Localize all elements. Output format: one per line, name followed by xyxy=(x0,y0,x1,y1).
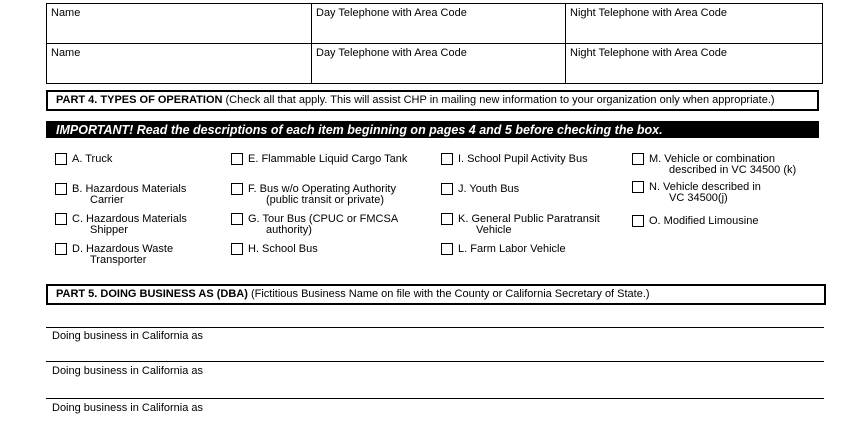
dba-rule xyxy=(46,327,824,328)
option-label-cont: Shipper xyxy=(90,224,128,236)
night-phone-field-1[interactable] xyxy=(566,4,822,43)
checkbox[interactable] xyxy=(441,183,453,195)
option-label-cont: authority) xyxy=(266,224,312,236)
part4-heading: PART 4. TYPES OF OPERATION xyxy=(56,94,223,106)
option-label: K. General Public Paratransit xyxy=(458,213,600,225)
contact-table xyxy=(46,3,823,84)
checkbox[interactable] xyxy=(632,215,644,227)
name-label: Name xyxy=(51,47,81,59)
checkbox[interactable] xyxy=(231,243,243,255)
dba-field-2[interactable] xyxy=(52,365,203,377)
name-label: Name xyxy=(51,7,81,19)
option-label-cont: (public transit or private) xyxy=(266,194,384,206)
dba-field-1[interactable] xyxy=(52,330,203,342)
name-field-2[interactable] xyxy=(47,44,311,83)
name-field-1[interactable] xyxy=(47,4,311,43)
checkbox[interactable] xyxy=(55,213,67,225)
part4-note: (Check all that apply. This will assist CHP in mailing new information to your organization only when appropriate.) xyxy=(222,94,775,106)
part5-heading: PART 5. DOING BUSINESS AS (DBA) xyxy=(56,288,248,300)
day-phone-label: Day Telephone with Area Code xyxy=(316,7,467,19)
checkbox[interactable] xyxy=(55,183,67,195)
option-label: A. Truck xyxy=(72,153,113,165)
checkbox[interactable] xyxy=(632,181,644,193)
option-label-cont: Vehicle xyxy=(476,224,512,236)
dba-label: Doing business in California as xyxy=(52,365,204,377)
checkbox[interactable] xyxy=(231,183,243,195)
dba-rule xyxy=(46,398,824,399)
option-label: J. Youth Bus xyxy=(458,183,520,195)
night-phone-field-2[interactable] xyxy=(566,44,822,83)
part5-note: (Fictitious Business Name on file with the County or California Secretary of State.) xyxy=(247,288,650,300)
option-label-cont: Carrier xyxy=(90,194,124,206)
option-label-cont: Transporter xyxy=(90,254,147,266)
option-label: G. Tour Bus (CPUC or FMCSA xyxy=(248,213,399,225)
checkbox[interactable] xyxy=(231,213,243,225)
checkbox[interactable] xyxy=(231,153,243,165)
dba-label: Doing business in California as xyxy=(52,330,204,342)
checkbox[interactable] xyxy=(441,153,453,165)
option-label: D. Hazardous Waste xyxy=(72,243,174,255)
dba-rule xyxy=(46,361,824,362)
checkbox[interactable] xyxy=(632,153,644,165)
option-label: F. Bus w/o Operating Authority xyxy=(248,183,396,195)
option-label: C. Hazardous Materials xyxy=(72,213,187,225)
option-label: E. Flammable Liquid Cargo Tank xyxy=(248,153,408,165)
day-phone-field-2[interactable] xyxy=(312,44,565,83)
option-label: N. Vehicle described in xyxy=(649,181,761,193)
dba-label: Doing business in California as xyxy=(52,402,204,414)
checkbox[interactable] xyxy=(55,243,67,255)
important-banner: IMPORTANT! Read the descriptions of each item beginning on pages 4 and 5 before checking the box. xyxy=(46,121,819,138)
option-label: O. Modified Limousine xyxy=(649,215,759,227)
part5-header xyxy=(46,284,826,305)
option-label: M. Vehicle or combination xyxy=(649,153,775,165)
day-phone-label: Day Telephone with Area Code xyxy=(316,47,467,59)
option-label-cont: described in VC 34500 (k) xyxy=(669,164,797,176)
option-label-cont: VC 34500(j) xyxy=(669,192,728,204)
option-label: H. School Bus xyxy=(248,243,318,255)
night-phone-label: Night Telephone with Area Code xyxy=(570,47,727,59)
option-label: I. School Pupil Activity Bus xyxy=(458,153,588,165)
night-phone-label: Night Telephone with Area Code xyxy=(570,7,727,19)
part4-header xyxy=(46,90,819,111)
checkbox[interactable] xyxy=(441,213,453,225)
option-label: L. Farm Labor Vehicle xyxy=(458,243,566,255)
day-phone-field-1[interactable] xyxy=(312,4,565,43)
checkbox[interactable] xyxy=(441,243,453,255)
option-label: B. Hazardous Materials xyxy=(72,183,187,195)
dba-field-3[interactable] xyxy=(52,402,203,414)
checkbox[interactable] xyxy=(55,153,67,165)
